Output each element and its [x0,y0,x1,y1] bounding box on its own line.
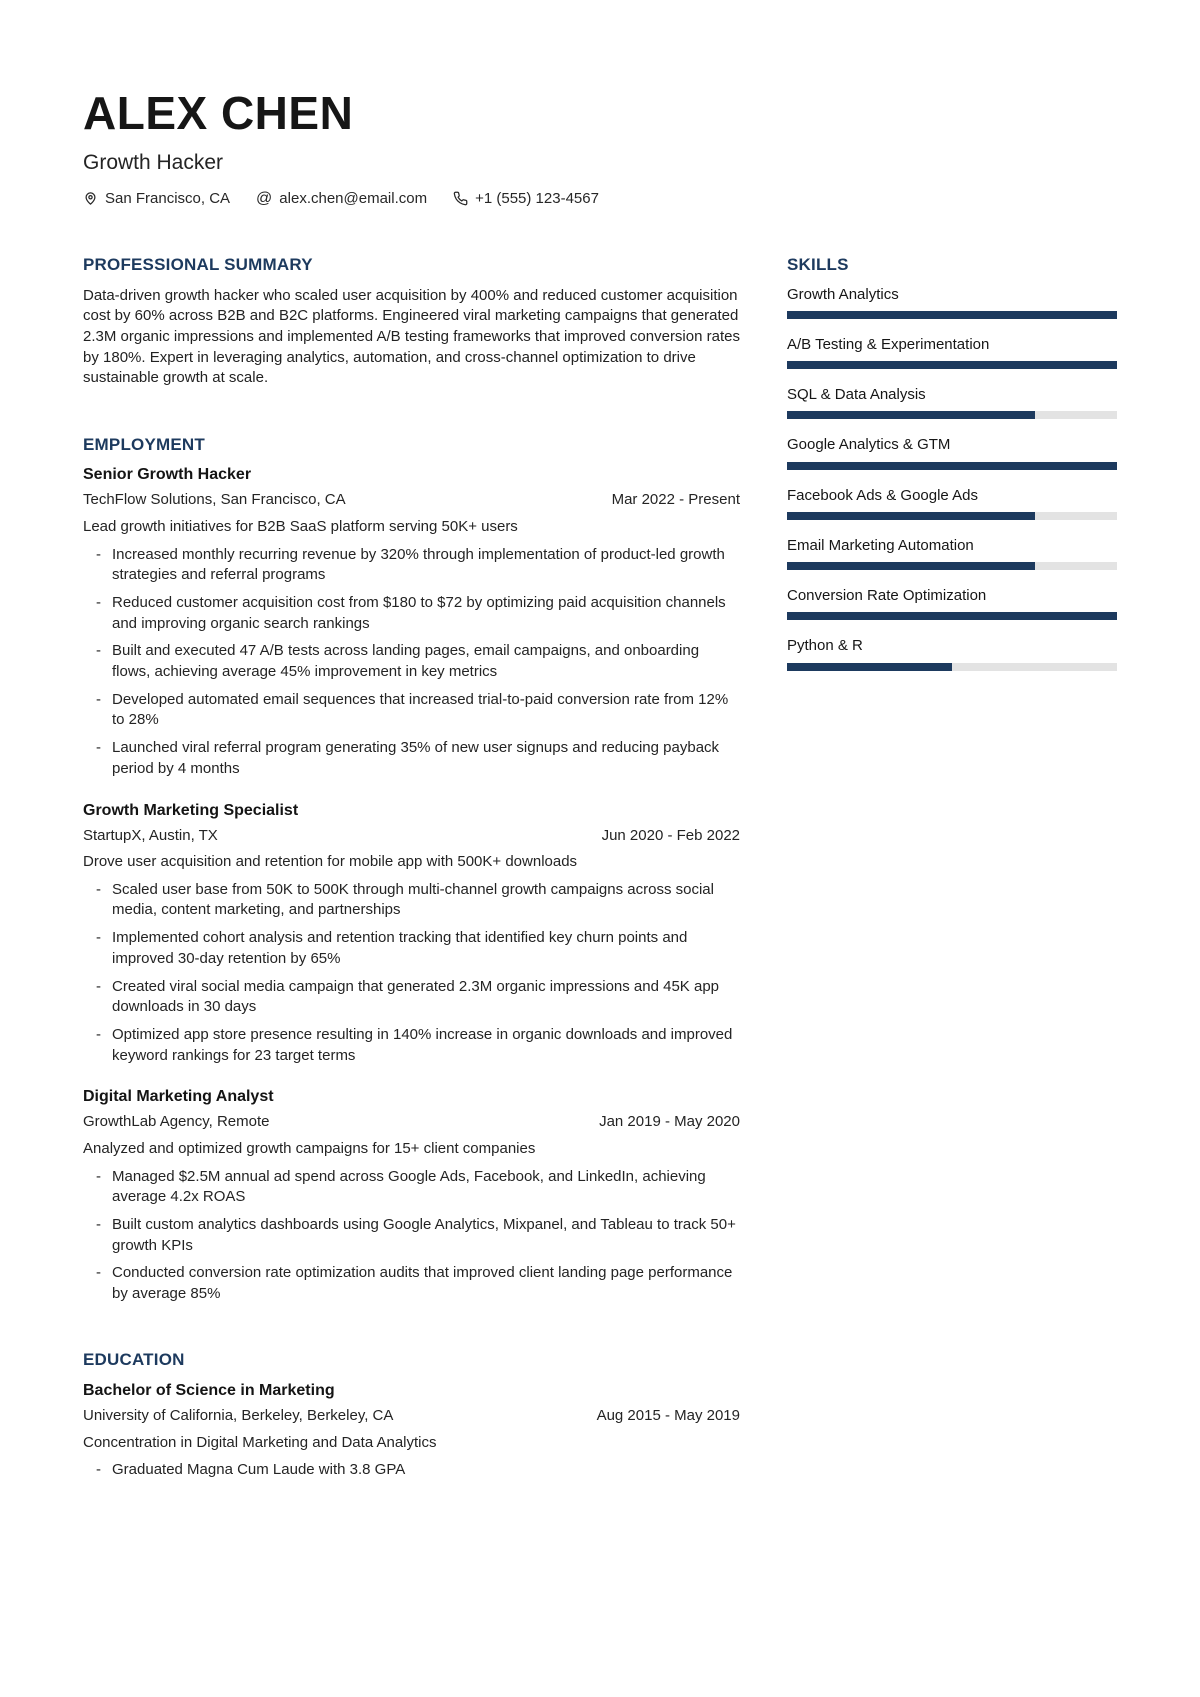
bullet-text: Graduated Magna Cum Laude with 3.8 GPA [112,1461,406,1479]
skill-bar-fill [787,612,1117,620]
summary-heading: PROFESSIONAL SUMMARY [83,255,313,275]
education-heading: EDUCATION [83,1349,185,1369]
bullet-dash: - [96,594,101,612]
skill-bar-fill [787,562,1035,570]
summary-text: Data-driven growth hacker who scaled user acquisition by 400% and reduced customer acquisition cost by 60% across B2B and B2C platforms. Engineered viral marketing campaigns that generated 2.3M organic impressions and implemented A/B testing frameworks that improved conversion rates by 180%. Expert in leveraging analytics, automation, and cross-channel optimization to drive sustainable growth at scale. [83,286,740,387]
job-entry [83,801,740,1067]
education-concentration: Concentration in Digital Marketing and Data Analytics [83,1433,437,1451]
bullet-dash: - [96,1215,101,1233]
education-dates: Aug 2015 - May 2019 [596,1407,740,1425]
bullet-text: Reduced customer acquisition cost from $180 to $72 by optimizing paid acquisition channels and improving organic search rankings [112,594,726,632]
bullet-dash: - [96,977,101,995]
bullet-dash: - [96,1025,101,1043]
job-bullet-list [83,545,740,780]
job-bullet [96,880,740,921]
contact-row [83,190,1117,207]
right-column [787,255,1117,1488]
skill-bar [787,512,1117,520]
bullet-dash: - [96,739,101,757]
section-employment [83,435,740,1305]
education-bullet-list [83,1460,740,1481]
person-name: ALEX CHEN [83,87,354,139]
skill-bar [787,311,1117,319]
bullet-text: Optimized app store presence resulting in 140% increase in organic downloads and improved keyword rankings for 23 target terms [112,1025,733,1064]
skill-bar-fill [787,663,952,671]
contact-email-text: alex.chen@email.com [279,190,428,208]
job-summary: Lead growth initiatives for B2B SaaS platform serving 50K+ users [83,518,518,536]
skill-item [787,637,1117,670]
skill-bar-fill [787,361,1117,369]
job-title: Growth Marketing Specialist [83,801,299,819]
skill-bar [787,361,1117,369]
at-icon: @ [256,189,273,207]
job-bullet [96,1215,740,1256]
job-entry [83,1087,740,1304]
job-company: TechFlow Solutions, San Francisco, CA [83,491,346,509]
bullet-text: Managed $2.5M annual ad spend across Google Ads, Facebook, and LinkedIn, achieving average 4.2x ROAS [112,1167,706,1206]
job-summary: Drove user acquisition and retention for mobile app with 500K+ downloads [83,853,578,871]
bullet-text: Implemented cohort analysis and retention tracking that identified key churn points and improved 30-day retention by 65% [112,929,688,967]
job-dates: Jan 2019 - May 2020 [599,1113,740,1131]
employment-heading: EMPLOYMENT [83,435,205,455]
job-bullet [96,545,740,586]
location-pin-icon [83,191,98,206]
bullet-dash: - [96,1167,101,1185]
education-entry [83,1381,740,1481]
job-company: GrowthLab Agency, Remote [83,1113,270,1131]
resume-header [83,87,1117,208]
skill-item [787,587,1117,620]
bullet-text: Developed automated email sequences that increased trial-to-paid conversion rate from 12% to 28% [112,690,729,729]
skill-bar [787,562,1117,570]
phone-icon [453,191,468,206]
job-bullet [96,1263,740,1304]
job-entry [83,465,740,779]
bullet-text: Launched viral referral program generating 35% of new user signups and reducing payback period by 4 months [112,739,720,777]
job-title: Senior Growth Hacker [83,466,252,484]
skill-item [787,537,1117,570]
skill-list [787,286,1117,671]
bullet-text: Built custom analytics dashboards using Google Analytics, Mixpanel, and Tableau to track 50+ growth KPIs [112,1215,736,1254]
skill-bar [787,612,1117,620]
bullet-text: Created viral social media campaign that generated 2.3M organic impressions and 45K app downloads in 30 days [112,977,720,1016]
contact-phone-text: +1 (555) 123-4567 [475,190,599,208]
skill-label: SQL & Data Analysis [787,386,926,404]
job-title: Digital Marketing Analyst [83,1088,274,1106]
job-company: StartupX, Austin, TX [83,826,218,844]
education-degree: Bachelor of Science in Marketing [83,1382,335,1400]
section-professional-summary [83,255,740,389]
contact-email [256,190,427,207]
skill-bar-fill [787,311,1117,319]
bullet-dash: - [96,642,101,660]
bullet-dash: - [96,880,101,898]
skill-label: Conversion Rate Optimization [787,587,987,605]
skill-item [787,336,1117,369]
job-bullet [96,593,740,634]
education-bullet [96,1460,740,1481]
skills-heading: SKILLS [787,255,849,275]
job-bullet [96,690,740,731]
skill-bar [787,663,1117,671]
bullet-dash: - [96,1461,101,1479]
bullet-dash: - [96,929,101,947]
skill-item [787,286,1117,319]
skill-label: Facebook Ads & Google Ads [787,486,978,504]
section-education [83,1350,740,1481]
skill-bar-fill [787,411,1035,419]
job-dates: Mar 2022 - Present [611,491,740,509]
skill-label: Email Marketing Automation [787,536,974,554]
job-dates: Jun 2020 - Feb 2022 [601,826,740,844]
job-bullet [96,977,740,1018]
job-bullet [96,738,740,779]
skill-label: Google Analytics & GTM [787,436,951,454]
job-headline: Growth Hacker [83,151,224,174]
job-bullet [96,1167,740,1208]
contact-location [83,190,230,207]
job-bullet-list [83,880,740,1067]
skill-item [787,487,1117,520]
bullet-text: Scaled user base from 50K to 500K through multi-channel growth campaigns across social media, content marketing, and partnerships [112,880,714,919]
contact-phone [453,190,599,207]
job-bullet [96,928,740,969]
bullet-dash: - [96,545,101,563]
bullet-dash: - [96,1264,101,1282]
section-skills [787,255,1117,670]
left-column [83,255,740,1488]
skill-item [787,436,1117,469]
job-bullet [96,641,740,682]
bullet-text: Conducted conversion rate optimization audits that improved client landing page performance by average 85% [112,1264,733,1302]
contact-location-text: San Francisco, CA [105,190,231,208]
bullet-text: Built and executed 47 A/B tests across landing pages, email campaigns, and onboarding flows, achieving average 45% improvement in key metrics [112,642,700,681]
job-summary: Analyzed and optimized growth campaigns for 15+ client companies [83,1140,536,1158]
job-bullet-list [83,1167,740,1305]
skill-bar [787,462,1117,470]
skill-label: A/B Testing & Experimentation [787,335,990,353]
skill-label: Growth Analytics [787,285,899,303]
job-bullet [96,1025,740,1066]
skill-bar-fill [787,462,1117,470]
bullet-text: Increased monthly recurring revenue by 320% through implementation of product-led growth strategies and referral programs [112,545,725,584]
bullet-dash: - [96,690,101,708]
skill-bar-fill [787,512,1035,520]
skill-label: Python & R [787,637,863,655]
education-school: University of California, Berkeley, Berkeley, CA [83,1407,394,1425]
skill-bar [787,411,1117,419]
skill-item [787,386,1117,419]
